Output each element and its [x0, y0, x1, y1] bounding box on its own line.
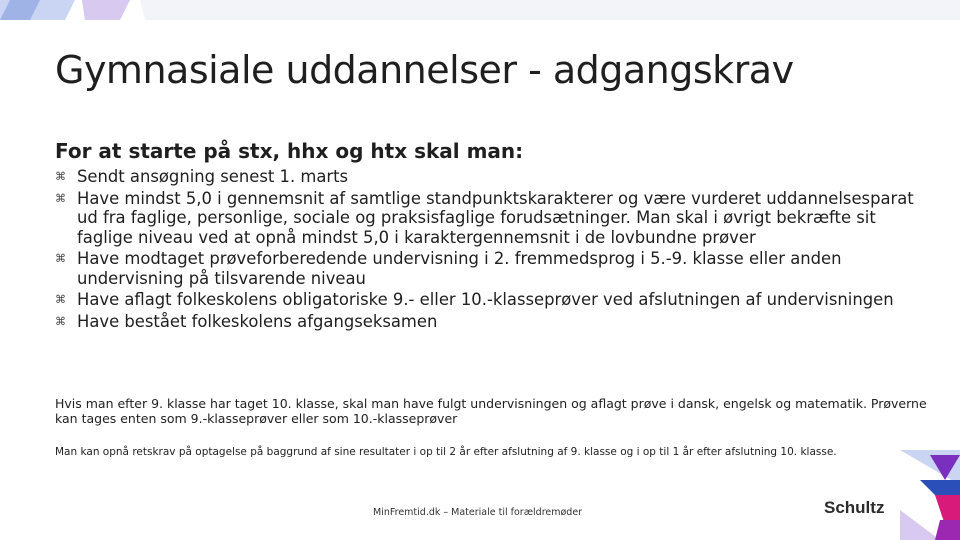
- legal-claim-note: Man kan opnå retskrav på optagelse på baggrund af sine resultater i op til 2 år efter afslutning af 9. klasse og i op til 1 år efter afslutning 10. klasse.: [55, 446, 837, 458]
- schultz-logo: Schultz: [824, 498, 885, 517]
- cross-bullet-icon: ⌘: [55, 314, 66, 328]
- cross-bullet-icon: ⌘: [55, 191, 66, 205]
- list-item-text: Have modtaget prøveforberedende undervisning i 2. fremmedsprog i 5.-9. klasse eller anden undervisning på tilsvarende niveau: [77, 249, 842, 288]
- list-item: [55, 167, 935, 187]
- requirements-heading: For at starte på stx, hhx og htx skal man:: [55, 139, 524, 163]
- tenth-grade-note: Hvis man efter 9. klasse har taget 10. klasse, skal man have fulgt undervisningen og aflagt prøve i dansk, engelsk og matematik. Prøverne kan tages enten som 9.-klasseprøver eller som 10.-klasseprøver: [55, 396, 927, 426]
- list-item-text: Have mindst 5,0 i gennemsnit af samtlige standpunktskarakterer og være vurderet uddannelsesparat ud fra faglige, personlige, sociale og praksisfaglige forudsætninger. Man skal i øvrigt bekræfte sit faglige niveau ved at opnå mindst 5,0 i karaktergennemsnit i de lovbundne prøver: [77, 188, 914, 247]
- requirements-list: [55, 167, 935, 333]
- list-item: [55, 312, 935, 332]
- list-item: [55, 290, 935, 310]
- corner-decoration: [840, 450, 960, 540]
- list-item-text: Sendt ansøgning senest 1. marts: [77, 167, 349, 186]
- page-title: Gymnasiale uddannelser - adgangskrav: [55, 48, 794, 92]
- top-decoration: [0, 0, 960, 20]
- footer-text: MinFremtid.dk – Materiale til forældremøder: [373, 507, 583, 518]
- cross-bullet-icon: ⌘: [55, 293, 66, 306]
- top-pattern-graphic: [0, 0, 960, 20]
- list-item-text: Have aflagt folkeskolens obligatoriske 9.- eller 10.-klasseprøver ved afslutningen af undervisningen: [77, 290, 894, 309]
- list-item-text: Have bestået folkeskolens afgangseksamen: [77, 311, 438, 331]
- list-item: [55, 189, 935, 248]
- cross-bullet-icon: ⌘: [55, 252, 66, 265]
- cross-bullet-icon: ⌘: [55, 170, 66, 183]
- list-item: [55, 249, 935, 288]
